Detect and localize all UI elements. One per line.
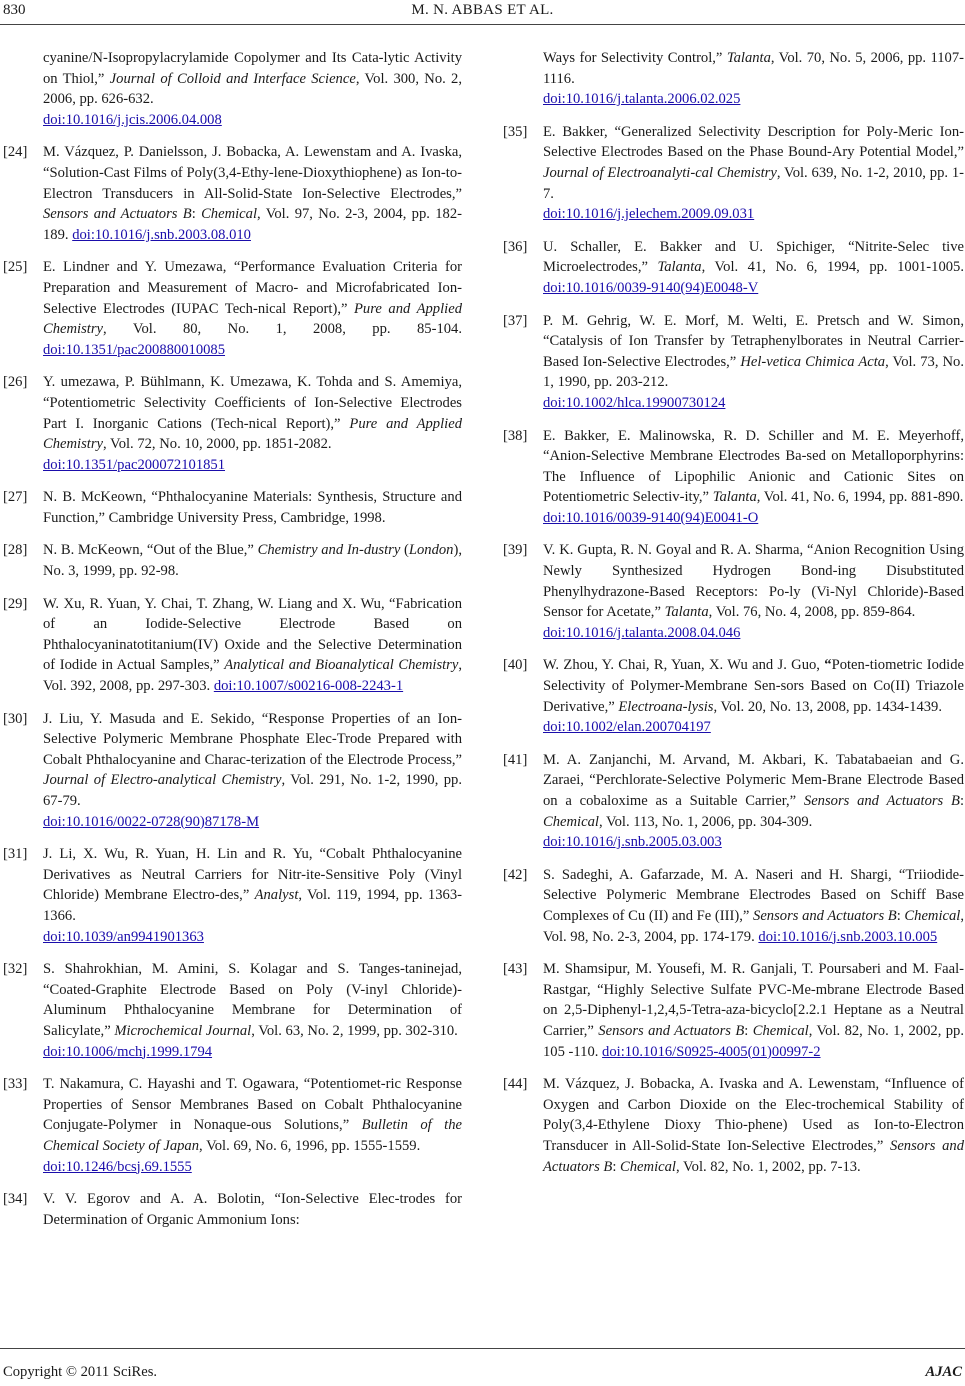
reference-segment: ), No. 3, 1999, pp. 92-98. xyxy=(43,542,462,580)
reference-entry xyxy=(3,372,462,475)
page-header xyxy=(0,0,965,28)
doi-link[interactable]: doi:10.1351/pac200880010085 xyxy=(43,341,226,358)
reference-segment: : xyxy=(612,1158,621,1175)
reference-segment: : xyxy=(896,907,905,924)
reference-number: [43] xyxy=(503,961,528,978)
reference-text xyxy=(43,846,462,924)
header-rule xyxy=(0,24,965,25)
reference-text xyxy=(43,1076,462,1154)
reference-segment: U. Schaller, E. Bakker and U. Spichiger, “Nitrite-Selec tive Microelectrodes,” xyxy=(543,238,964,276)
reference-italic-segment: Bulletin of the Chemical Society of Japan xyxy=(43,1117,462,1154)
page-number: 830 xyxy=(3,2,26,18)
reference-italic-segment: Chemical xyxy=(201,206,258,223)
reference-italic-segment: Analyst xyxy=(254,887,299,904)
reference-segment: , Vol. 41, No. 6, 1994, pp. 1001-1005. xyxy=(701,259,964,276)
reference-entry xyxy=(503,237,964,299)
doi-link[interactable]: doi:10.1002/hlca.19900730124 xyxy=(543,394,726,411)
reference-number: [31] xyxy=(3,846,28,863)
reference-segment: “ xyxy=(824,657,832,674)
reference-italic-segment: Sensors and Actuators B xyxy=(753,907,897,924)
reference-segment: , Vol. 113, No. 1, 2006, pp. 304-309. xyxy=(598,813,813,830)
reference-segment: J. Liu, Y. Masuda and E. Sekido, “Response Properties of an Ion-Selective Polymeric Membrane Phosphate Elec-Trode Prepared with Cobalt Phthalocyanine and Charac-terization of the Electrode Process,” xyxy=(43,710,462,768)
reference-number: [30] xyxy=(3,710,28,727)
journal-abbreviation: AJAC xyxy=(925,1364,962,1380)
reference-segment: , Vol. 97, No. 2-3, 2004, pp. 182-189. xyxy=(43,206,462,243)
doi-link[interactable]: doi:10.1016/0022-0728(90)87178-M xyxy=(43,813,260,830)
reference-text xyxy=(43,374,462,452)
reference-text xyxy=(43,489,462,526)
reference-segment: V. V. Egorov and A. A. Bolotin, “Ion-Selective Elec-trodes for Determination of Organic Ammonium Ions: xyxy=(43,1191,462,1228)
doi-link[interactable]: doi:10.1016/j.talanta.2008.04.046 xyxy=(543,624,741,641)
reference-entry xyxy=(503,540,964,643)
reference-entry xyxy=(3,1189,462,1230)
reference-segment: E. Bakker, “Generalized Selectivity Description for Poly-Meric Ion-Selective Electrodes Based on the Phase Bound-Ary Potential Model,” xyxy=(543,123,964,161)
reference-italic-segment: Sensors and Actuators B xyxy=(598,1022,745,1039)
copyright-notice: Copyright © 2011 SciRes. xyxy=(3,1364,158,1380)
doi-link[interactable]: doi:10.1007/s00216-008-2243-1 xyxy=(213,678,404,695)
reference-segment: , Vol. 20, No. 13, 2008, pp. 1434-1439. xyxy=(713,698,942,715)
doi-link[interactable]: doi:10.1006/mchj.1999.1794 xyxy=(43,1043,213,1060)
reference-number: [33] xyxy=(3,1076,28,1093)
reference-italic-segment: London xyxy=(408,542,454,559)
reference-text xyxy=(543,752,964,830)
reference-italic-segment: Pure and Applied Chemistry xyxy=(43,415,462,453)
reference-number: [36] xyxy=(503,238,528,255)
doi-link[interactable]: doi:10.1016/j.jelechem.2009.09.031 xyxy=(543,206,755,223)
reference-text xyxy=(43,711,462,809)
doi-link[interactable]: doi:10.1351/pac200072101851 xyxy=(43,456,226,473)
reference-segment: N. B. McKeown, “Phthalocyanine Materials: Synthesis, Structure and Function,” Cambridge University Press, Cambridge, 1998. xyxy=(43,489,462,526)
reference-segment: , Vol. 82, No. 1, 2002, pp. 105 -110. xyxy=(543,1022,965,1060)
reference-segment: , Vol. 119, 1994, pp. 1363-1366. xyxy=(43,887,462,924)
doi-link[interactable]: doi:10.1016/0039-9140(94)E0048-V xyxy=(543,279,759,296)
reference-segment: , Vol. 291, No. 1-2, 1990, pp. 67-79. xyxy=(43,772,462,809)
reference-segment: V. K. Gupta, R. N. Goyal and R. A. Sharma, “Anion Recognition Using Newly Synthesized Hydrogen Bond-ing Disubstituted Phenylhydrazone-Based Receptors: Po-ly (Vi-Nyl Chloride)-Based Sensor for Acetate,” xyxy=(543,542,964,621)
reference-segment: : xyxy=(744,1022,753,1039)
reference-italic-segment: Talanta xyxy=(726,50,771,66)
reference-italic-segment: Chemical xyxy=(752,1022,809,1039)
reference-segment: M. Vázquez, J. Bobacka, A. Ivaska and A. Lewenstam, “Influence of Oxygen and Carbon Dioxide on the Elec-trochemical Stability of Poly(3,4-Ethylene Dioxy Thio-phene) Used as Ion-to-Electron Transducer in All-Solid-State Ion-Selective Electrodes,” xyxy=(543,1076,964,1154)
reference-number: [37] xyxy=(503,312,528,329)
reference-number: [27] xyxy=(3,489,28,506)
reference-segment: : xyxy=(959,793,964,809)
reference-segment: Y. umezawa, P. Bühlmann, K. Umezawa, K. Tohda and S. Amemiya, “Potentiometric Selectivity Coefficients of Ion-Selective Electrodes Part I. Inorganic Cations (Tech-nical Report),” xyxy=(43,374,462,432)
reference-segment: , Vol. 392, 2008, pp. 297-303. xyxy=(43,657,462,695)
reference-text xyxy=(543,239,964,276)
doi-link[interactable]: doi:10.1016/j.snb.2003.10.005 xyxy=(758,928,938,945)
reference-entry xyxy=(3,257,462,360)
reference-italic-segment: Chemical xyxy=(904,907,961,924)
reference-entry xyxy=(503,48,964,110)
reference-number: [32] xyxy=(3,961,28,978)
reference-number: [35] xyxy=(503,123,528,140)
reference-segment: Ways for Selectivity Control,” xyxy=(543,50,727,66)
reference-segment: E. Lindner and Y. Umezawa, “Performance Evaluation Criteria for Preparation and Measurement of Macro- and Microfabricated Ion-Selective Electrodes (IUPAC Tech-nical Report),” xyxy=(43,259,462,317)
reference-italic-segment: Sensors and Actuators B xyxy=(43,206,192,223)
reference-text xyxy=(543,50,964,87)
reference-text xyxy=(43,50,462,107)
reference-segment: M. Vázquez, P. Danielsson, J. Bobacka, A. Lewenstam and A. Ivaska, “Solution-Cast Films of Poly(3,4-Ethy-lene-Dioxythiophene) as Ion-to-Electron Transducers in All-Solid-State Ion-Selective Electrodes,” xyxy=(43,144,462,202)
reference-number: [29] xyxy=(3,595,28,612)
reference-italic-segment: Talanta xyxy=(712,489,757,506)
reference-number: [26] xyxy=(3,374,28,391)
reference-number: [41] xyxy=(503,751,528,768)
reference-entry xyxy=(503,122,964,225)
reference-segment: J. Li, X. Wu, R. Yuan, H. Lin and R. Yu, “Cobalt Phthalocyanine Derivatives as Neutral Carriers for Nitr-ite-Sensitive Poly (Vinyl Chloride) Membrane Electro-des,” xyxy=(43,846,462,904)
reference-segment: , Vol. 98, No. 2-3, 2004, pp. 174-179. xyxy=(543,907,965,945)
doi-link[interactable]: doi:10.1016/j.jcis.2006.04.008 xyxy=(43,111,222,128)
reference-number: [38] xyxy=(503,427,528,444)
doi-link[interactable]: doi:10.1016/j.talanta.2006.02.025 xyxy=(543,91,741,108)
doi-link[interactable]: doi:10.1002/elan.200704197 xyxy=(543,719,711,736)
reference-entry xyxy=(503,865,964,947)
reference-entry xyxy=(3,709,462,833)
reference-text xyxy=(543,542,964,620)
reference-segment: , Vol. 72, No. 10, 2000, pp. 1851-2082. xyxy=(103,436,332,453)
reference-italic-segment: Analytical and Bioanalytical Chemistry xyxy=(224,657,459,674)
reference-italic-segment: Journal of Electroanalyti-cal Chemistry xyxy=(543,164,777,181)
doi-link[interactable]: doi:10.1016/S0925-4005(01)00997-2 xyxy=(602,1043,821,1060)
reference-entry xyxy=(3,844,462,947)
reference-entry xyxy=(503,426,964,529)
reference-entry xyxy=(503,311,964,414)
reference-segment: , Vol. 69, No. 6, 1996, pp. 1555-1559. xyxy=(199,1137,421,1154)
reference-text xyxy=(43,1191,462,1228)
left-reference-column xyxy=(3,48,462,1242)
reference-segment: S. Sadeghi, A. Gafarzade, M. A. Naseri and H. Shargi, “Triiodide-Selective Polymeric Membrane Electrodes Based on Schiff Base Complexes of Cu (II) and Fe (III),” xyxy=(543,866,964,924)
reference-segment: W. Xu, R. Yuan, Y. Chai, T. Zhang, W. Liang and X. Wu, “Fabrication of an Iodide-Selective Electrode Based on Phthalocyaninatotitanium(IV) Oxide and the Selective Determination of Iodide in Actual Samples,” xyxy=(43,595,462,674)
reference-entry xyxy=(3,1074,462,1177)
reference-italic-segment: Journal of Colloid and Interface Science xyxy=(109,70,356,87)
page-footer xyxy=(0,1348,965,1386)
reference-segment: , Vol. 73, No. 1, 1990, pp. 203-212. xyxy=(543,353,965,391)
reference-entry xyxy=(3,959,462,1062)
reference-number: [34] xyxy=(3,1191,28,1208)
reference-segment: , Vol. 41, No. 6, 1994, pp. 881-890. xyxy=(756,489,964,506)
right-reference-column xyxy=(503,48,964,1189)
reference-entry xyxy=(3,48,462,130)
reference-entry xyxy=(503,1074,964,1177)
reference-number: [40] xyxy=(503,657,528,674)
reference-segment: E. Bakker, E. Malinowska, R. D. Schiller and M. E. Meyerhoff, “Anion-Selective Membrane Electrodes Ba-sed on Metalloporphyrins: The Influence of Lipophilic Anionic and Cationic Sites on Potentiometric Selectiv-ity,” xyxy=(543,427,964,506)
footer-rule xyxy=(0,1348,965,1349)
reference-text xyxy=(43,259,462,337)
reference-number: [44] xyxy=(503,1076,528,1093)
reference-text xyxy=(43,542,462,579)
reference-number: [42] xyxy=(503,866,528,883)
reference-segment: , Vol. 300, No. 2, 2006, pp. 626-632. xyxy=(43,70,463,108)
reference-text xyxy=(543,313,964,391)
doi-link[interactable]: doi:10.1016/j.snb.2005.03.003 xyxy=(543,834,722,851)
reference-segment: , Vol. 80, No. 1, 2008, pp. 85-104. xyxy=(103,321,462,338)
reference-segment: S. Shahrokhian, M. Amini, S. Kolagar and S. Tanges-taninejad, “Coated-Graphite Electrode Based on Poly (V-inyl Chloride)-Aluminum Phthalocyanine Membrane for Determination of Salicylate,” xyxy=(43,961,462,1039)
reference-entry xyxy=(503,750,964,853)
reference-number: [28] xyxy=(3,542,28,559)
reference-text xyxy=(43,961,462,1039)
reference-segment: , Vol. 63, No. 2, 1999, pp. 302-310. xyxy=(251,1022,458,1039)
reference-number: [39] xyxy=(503,542,528,559)
reference-segment: T. Nakamura, C. Hayashi and T. Ogawara, “Potentiomet-ric Response Properties of Sensor Membranes Based on Cobalt Phthalocyanine Conjugate-Polymer in Nonaque-ous Solutions,” xyxy=(43,1076,462,1134)
reference-entry xyxy=(3,540,462,581)
reference-text xyxy=(543,428,964,506)
reference-italic-segment: Talanta xyxy=(664,604,709,621)
reference-italic-segment: Electroana-lysis xyxy=(618,698,714,715)
reference-segment: M. A. Zanjanchi, M. Arvand, M. Akbari, K. Tabatabaeian and G. Zaraei, “Perchlorate-Selective Polymeric Mem-Brane Electrode Based on a cobaloxime as a Suitable Carrier,” xyxy=(543,751,964,809)
reference-segment: N. B. McKeown, “Out of the Blue,” xyxy=(43,542,258,559)
reference-segment: P. M. Gehrig, W. E. Morf, M. Welti, E. Pretsch and W. Simon, “Catalysis of Ion Transfer by Tetraphenylborates in Neutral Carrier-Based Ion-Selective Electrodes,” xyxy=(543,312,964,370)
reference-italic-segment: Sensors and Actuators B xyxy=(543,1137,965,1175)
doi-link[interactable]: doi:10.1039/an9941901363 xyxy=(43,928,204,945)
reference-italic-segment: Journal of Electro-analytical Chemistry xyxy=(43,772,282,789)
reference-segment: , Vol. 76, No. 4, 2008, pp. 859-864. xyxy=(708,604,916,621)
reference-text xyxy=(543,1076,964,1174)
reference-italic-segment: Microchemical Journal xyxy=(114,1022,252,1039)
reference-entry xyxy=(3,142,462,245)
reference-number: [25] xyxy=(3,259,28,276)
reference-text xyxy=(543,657,964,714)
reference-italic-segment: Chemical xyxy=(620,1158,676,1175)
running-head: M. N. ABBAS ET AL. xyxy=(411,2,554,18)
reference-entry xyxy=(503,959,964,1062)
reference-italic-segment: Chemistry and In-dustry xyxy=(257,542,401,559)
reference-segment: , Vol. 639, No. 1-2, 2010, pp. 1-7. xyxy=(543,164,964,202)
reference-segment: , Vol. 70, No. 5, 2006, pp. 1107-1116. xyxy=(543,50,964,87)
doi-link[interactable]: doi:10.1016/j.snb.2003.08.010 xyxy=(72,226,251,243)
reference-segment: : xyxy=(191,206,202,223)
reference-italic-segment: Hel-vetica Chimica Acta xyxy=(740,353,886,370)
reference-segment: W. Zhou, Y. Chai, R, Yuan, X. Wu and J. Guo, xyxy=(543,657,825,674)
doi-link[interactable]: doi:10.1246/bcsj.69.1555 xyxy=(43,1158,192,1175)
reference-entry xyxy=(3,487,462,528)
reference-segment: cyanine/N-Isopropylacrylamide Copolymer and Its Cata-lytic Activity on Thiol,” xyxy=(43,50,462,87)
reference-segment: , Vol. 82, No. 1, 2002, pp. 7-13. xyxy=(675,1158,861,1175)
reference-italic-segment: Talanta xyxy=(657,259,702,276)
reference-number: [24] xyxy=(3,144,28,161)
reference-entry xyxy=(503,655,964,737)
reference-text xyxy=(543,124,964,202)
reference-entry xyxy=(3,594,462,697)
reference-segment: Poten-tiometric Iodide Selectivity of Polymer-Membrane Sen-sors Based on Co(II) Triazole Derivative,” xyxy=(543,657,964,715)
doi-link[interactable]: doi:10.1016/0039-9140(94)E0041-O xyxy=(543,509,759,526)
reference-italic-segment: Chemical xyxy=(543,813,599,830)
reference-italic-segment: Sensors and Actuators B xyxy=(803,793,960,809)
reference-italic-segment: Pure and Applied Chemistry xyxy=(43,300,462,338)
reference-segment: M. Shamsipur, M. Yousefi, M. R. Ganjali, T. Poursaberi and M. Faal-Rastgar, “Highly Selective Sulfate PVC-Me-mbrane Electrode Based on 2,5-Diphenyl-1,2,4,5-Tetra-aza-bicyclo[2.2.1 Heptane as a Neutral Carrier,” xyxy=(543,961,964,1039)
reference-segment: ( xyxy=(400,542,409,559)
